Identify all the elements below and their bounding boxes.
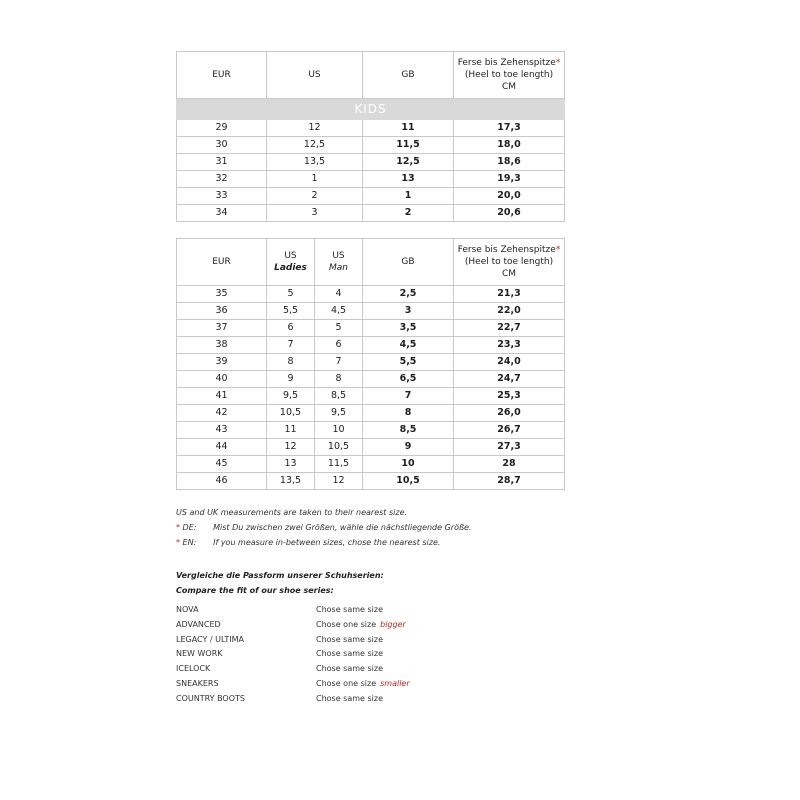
- adult-cell-eur: 36: [177, 303, 267, 320]
- heel-line3: CM: [501, 269, 517, 279]
- kids-cell-gb: 11,5: [363, 137, 454, 154]
- man-label: Man: [329, 263, 348, 273]
- adult-cell-us-man: 5: [315, 320, 363, 337]
- adult-cell-us-ladies: 8: [267, 354, 315, 371]
- notes-block: [176, 505, 472, 550]
- adult-cell-eur: 45: [177, 456, 267, 473]
- kids-band-row: [177, 99, 565, 120]
- adult-cell-gb: 3,5: [363, 320, 454, 337]
- series-name: LEGACY / ULTIMA: [176, 634, 244, 644]
- series-name: NOVA: [176, 605, 199, 614]
- kids-cell-cm: 19,3: [454, 171, 565, 188]
- adult-cell-us-ladies: 13: [267, 456, 315, 473]
- adult-cell-us-ladies: 9,5: [267, 388, 315, 405]
- kids-cell-cm: 18,6: [454, 154, 565, 171]
- heel-line2: (Heel to toe length): [464, 70, 554, 80]
- adult-table-row: [177, 388, 565, 405]
- adult-cell-eur: 42: [177, 405, 267, 422]
- compare-title-en: Compare the fit of our shoe series:: [176, 586, 334, 595]
- note-en-text: If you measure in-between sizes, chose the nearest size.: [213, 538, 441, 547]
- adult-cell-gb: 3: [363, 303, 454, 320]
- kids-cell-us: 2: [267, 188, 363, 205]
- adult-cell-cm: 26,0: [454, 405, 565, 422]
- adult-table-row: [177, 456, 565, 473]
- kids-cell-eur: 34: [177, 205, 267, 222]
- adult-table-row: [177, 371, 565, 388]
- header-gb: GB: [363, 239, 454, 286]
- heel-line1: Ferse bis Zehenspitze: [457, 245, 556, 255]
- adult-cell-us-man: 8,5: [315, 388, 363, 405]
- adult-cell-eur: 46: [177, 473, 267, 490]
- adult-cell-cm: 21,3: [454, 286, 565, 303]
- adult-cell-us-man: 10: [315, 422, 363, 439]
- kids-cell-gb: 11: [363, 120, 454, 137]
- adult-cell-cm: 27,3: [454, 439, 565, 456]
- adult-table-row: [177, 439, 565, 456]
- adult-cell-us-ladies: 7: [267, 337, 315, 354]
- adult-cell-gb: 10: [363, 456, 454, 473]
- kids-cell-us: 1: [267, 171, 363, 188]
- series-row: [176, 647, 410, 662]
- adult-cell-gb: 9: [363, 439, 454, 456]
- adult-cell-gb: 8,5: [363, 422, 454, 439]
- adult-cell-eur: 37: [177, 320, 267, 337]
- adult-cell-eur: 40: [177, 371, 267, 388]
- header-us-ladies: [267, 239, 315, 286]
- kids-cell-eur: 32: [177, 171, 267, 188]
- adult-table-row: [177, 473, 565, 490]
- series-fit: Chose same size: [316, 664, 384, 674]
- adult-table-row: [177, 320, 565, 337]
- kids-table-body: [177, 120, 565, 222]
- header-eur: EUR: [177, 239, 267, 286]
- series-name: ICELOCK: [176, 664, 211, 674]
- adult-cell-gb: 5,5: [363, 354, 454, 371]
- compare-title-de: Vergleiche die Passform unserer Schuhserien:: [176, 571, 384, 580]
- adult-cell-us-man: 7: [315, 354, 363, 371]
- ladies-label: Ladies: [274, 263, 307, 273]
- note-en-label: EN:: [182, 538, 197, 547]
- heel-line1: Ferse bis Zehenspitze: [457, 58, 556, 68]
- kids-table-row: [177, 120, 565, 137]
- series-name: ADVANCED: [176, 619, 221, 629]
- header-gb: GB: [363, 52, 454, 99]
- adult-cell-gb: 7: [363, 388, 454, 405]
- asterisk: *: [555, 58, 561, 68]
- adult-cell-us-man: 11,5: [315, 456, 363, 473]
- kids-cell-cm: 18,0: [454, 137, 565, 154]
- heel-line2: (Heel to toe length): [464, 257, 554, 267]
- series-row: [176, 662, 410, 677]
- adult-cell-gb: 10,5: [363, 473, 454, 490]
- series-fit: Chose same size: [316, 649, 384, 659]
- adult-cell-cm: 25,3: [454, 388, 565, 405]
- adult-cell-cm: 28: [454, 456, 565, 473]
- adult-table-row: [177, 354, 565, 371]
- kids-table-row: [177, 171, 565, 188]
- adult-table-row: [177, 405, 565, 422]
- adult-cell-us-ladies: 10,5: [267, 405, 315, 422]
- adult-cell-us-ladies: 11: [267, 422, 315, 439]
- adult-cell-us-man: 4: [315, 286, 363, 303]
- series-fit: Chose one size: [316, 678, 377, 688]
- header-eur: EUR: [177, 52, 267, 99]
- note-de-label: DE:: [182, 523, 197, 532]
- series-fit-highlight: smaller: [380, 678, 410, 688]
- adult-cell-us-ladies: 5,5: [267, 303, 315, 320]
- kids-table-row: [177, 137, 565, 154]
- shoe-series-list: [176, 603, 410, 707]
- asterisk: *: [555, 245, 561, 255]
- series-name: NEW WORK: [176, 649, 223, 659]
- adult-cell-cm: 24,7: [454, 371, 565, 388]
- kids-cell-cm: 20,6: [454, 205, 565, 222]
- adult-header-row: [177, 239, 565, 286]
- adult-cell-eur: 44: [177, 439, 267, 456]
- kids-table-row: [177, 188, 565, 205]
- kids-table-row: [177, 205, 565, 222]
- us-label: US: [284, 251, 297, 261]
- adult-cell-cm: 22,0: [454, 303, 565, 320]
- series-name: COUNTRY BOOTS: [176, 693, 245, 703]
- series-row: [176, 618, 410, 633]
- adult-cell-us-man: 10,5: [315, 439, 363, 456]
- kids-cell-gb: 13: [363, 171, 454, 188]
- adult-cell-us-man: 8: [315, 371, 363, 388]
- asterisk: *: [176, 538, 180, 547]
- series-fit: Chose same size: [316, 634, 384, 644]
- measure-note: US and UK measurements are taken to their nearest size.: [176, 508, 408, 517]
- adult-table-row: [177, 286, 565, 303]
- series-fit: Chose one size: [316, 619, 377, 629]
- adult-table-row: [177, 337, 565, 354]
- adult-cell-cm: 22,7: [454, 320, 565, 337]
- kids-cell-us: 12: [267, 120, 363, 137]
- adult-cell-us-ladies: 9: [267, 371, 315, 388]
- adult-table-body: [177, 286, 565, 490]
- adult-cell-cm: 28,7: [454, 473, 565, 490]
- header-heel-to-toe: [454, 239, 565, 286]
- kids-cell-eur: 31: [177, 154, 267, 171]
- adult-size-table: [176, 238, 565, 490]
- adult-cell-us-ladies: 12: [267, 439, 315, 456]
- kids-cell-cm: 20,0: [454, 188, 565, 205]
- series-row: [176, 692, 410, 707]
- adult-cell-us-man: 4,5: [315, 303, 363, 320]
- kids-cell-eur: 29: [177, 120, 267, 137]
- adult-cell-eur: 38: [177, 337, 267, 354]
- us-label: US: [332, 251, 345, 261]
- adult-table-row: [177, 303, 565, 320]
- kids-size-table: [176, 51, 565, 222]
- header-heel-to-toe: [454, 52, 565, 99]
- kids-cell-gb: 1: [363, 188, 454, 205]
- adult-cell-eur: 39: [177, 354, 267, 371]
- header-us-man: [315, 239, 363, 286]
- asterisk: *: [176, 523, 180, 532]
- kids-cell-eur: 30: [177, 137, 267, 154]
- series-row: [176, 603, 410, 618]
- adult-cell-eur: 35: [177, 286, 267, 303]
- adult-cell-us-ladies: 6: [267, 320, 315, 337]
- adult-cell-cm: 23,3: [454, 337, 565, 354]
- note-de-text: Mist Du zwischen zwei Größen, wähle die nächstliegende Größe.: [213, 523, 472, 532]
- adult-cell-eur: 43: [177, 422, 267, 439]
- adult-cell-gb: 8: [363, 405, 454, 422]
- kids-table-row: [177, 154, 565, 171]
- kids-cell-gb: 2: [363, 205, 454, 222]
- adult-cell-us-ladies: 5: [267, 286, 315, 303]
- heel-line3: CM: [501, 82, 517, 92]
- note-en: [176, 535, 472, 550]
- note-de: [176, 520, 472, 535]
- series-fit-highlight: bigger: [380, 619, 406, 629]
- adult-cell-gb: 4,5: [363, 337, 454, 354]
- series-fit: Chose same size: [316, 693, 384, 703]
- adult-cell-cm: 24,0: [454, 354, 565, 371]
- adult-cell-us-ladies: 13,5: [267, 473, 315, 490]
- adult-cell-us-man: 12: [315, 473, 363, 490]
- kids-cell-us: 3: [267, 205, 363, 222]
- kids-header-row: [177, 52, 565, 99]
- kids-cell-gb: 12,5: [363, 154, 454, 171]
- series-row: [176, 677, 410, 692]
- adult-cell-us-man: 9,5: [315, 405, 363, 422]
- kids-cell-cm: 17,3: [454, 120, 565, 137]
- kids-cell-eur: 33: [177, 188, 267, 205]
- adult-cell-gb: 6,5: [363, 371, 454, 388]
- kids-cell-us: 12,5: [267, 137, 363, 154]
- adult-cell-us-man: 6: [315, 337, 363, 354]
- adult-table-row: [177, 422, 565, 439]
- kids-band-label: KIDS: [177, 99, 565, 120]
- series-fit: Chose same size: [316, 605, 384, 614]
- adult-cell-cm: 26,7: [454, 422, 565, 439]
- series-name: SNEAKERS: [176, 678, 219, 688]
- kids-cell-us: 13,5: [267, 154, 363, 171]
- series-row: [176, 633, 410, 648]
- header-us: US: [267, 52, 363, 99]
- adult-cell-gb: 2,5: [363, 286, 454, 303]
- adult-cell-eur: 41: [177, 388, 267, 405]
